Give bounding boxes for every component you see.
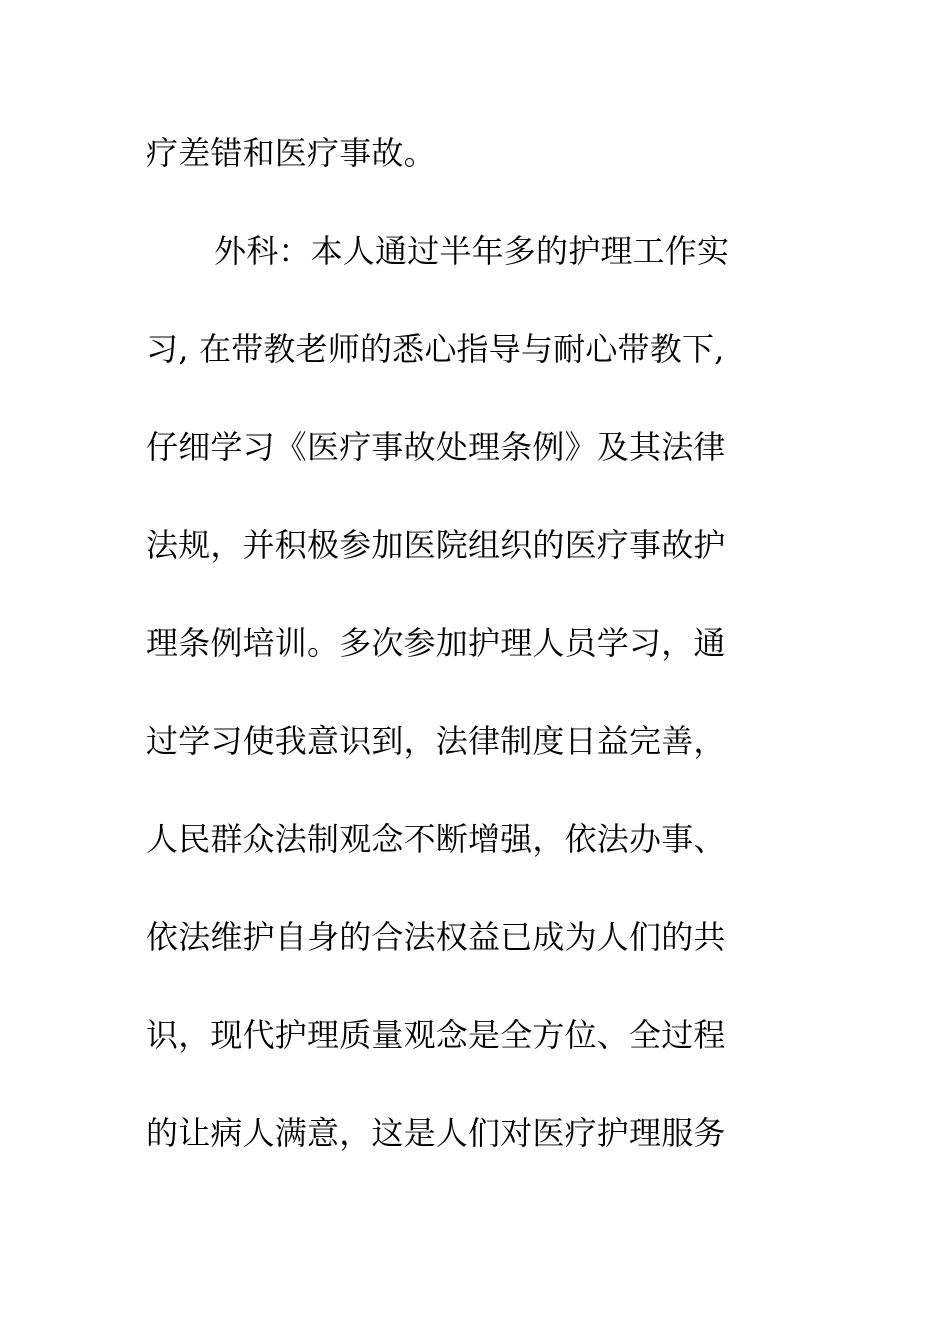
- text-line: 的让病人满意，这是人们对医疗护理服务: [146, 1114, 726, 1152]
- text-line: 疗差错和医疗事故。: [146, 134, 436, 172]
- text-line: 理条例培训。多次参加护理人员学习，通: [146, 624, 726, 662]
- text-line: 仔细学习《医疗事故处理条例》及其法律: [146, 428, 726, 466]
- body-text: [146, 121, 786, 1199]
- text-line: 依法维护自身的合法权益已成为人们的共: [146, 918, 726, 956]
- text-line: 人民群众法制观念不断增强，依法办事、: [146, 820, 726, 858]
- paragraph-start-line: 外科：本人通过半年多的护理工作实: [214, 232, 730, 270]
- text-line: 习, 在带教老师的悉心指导与耐心带教下,: [146, 330, 725, 368]
- text-line: 法规，并积极参加医院组织的医疗事故护: [146, 526, 726, 564]
- text-line: 过学习使我意识到，法律制度日益完善，: [146, 722, 726, 760]
- text-line: 识，现代护理质量观念是全方位、全过程: [146, 1016, 726, 1054]
